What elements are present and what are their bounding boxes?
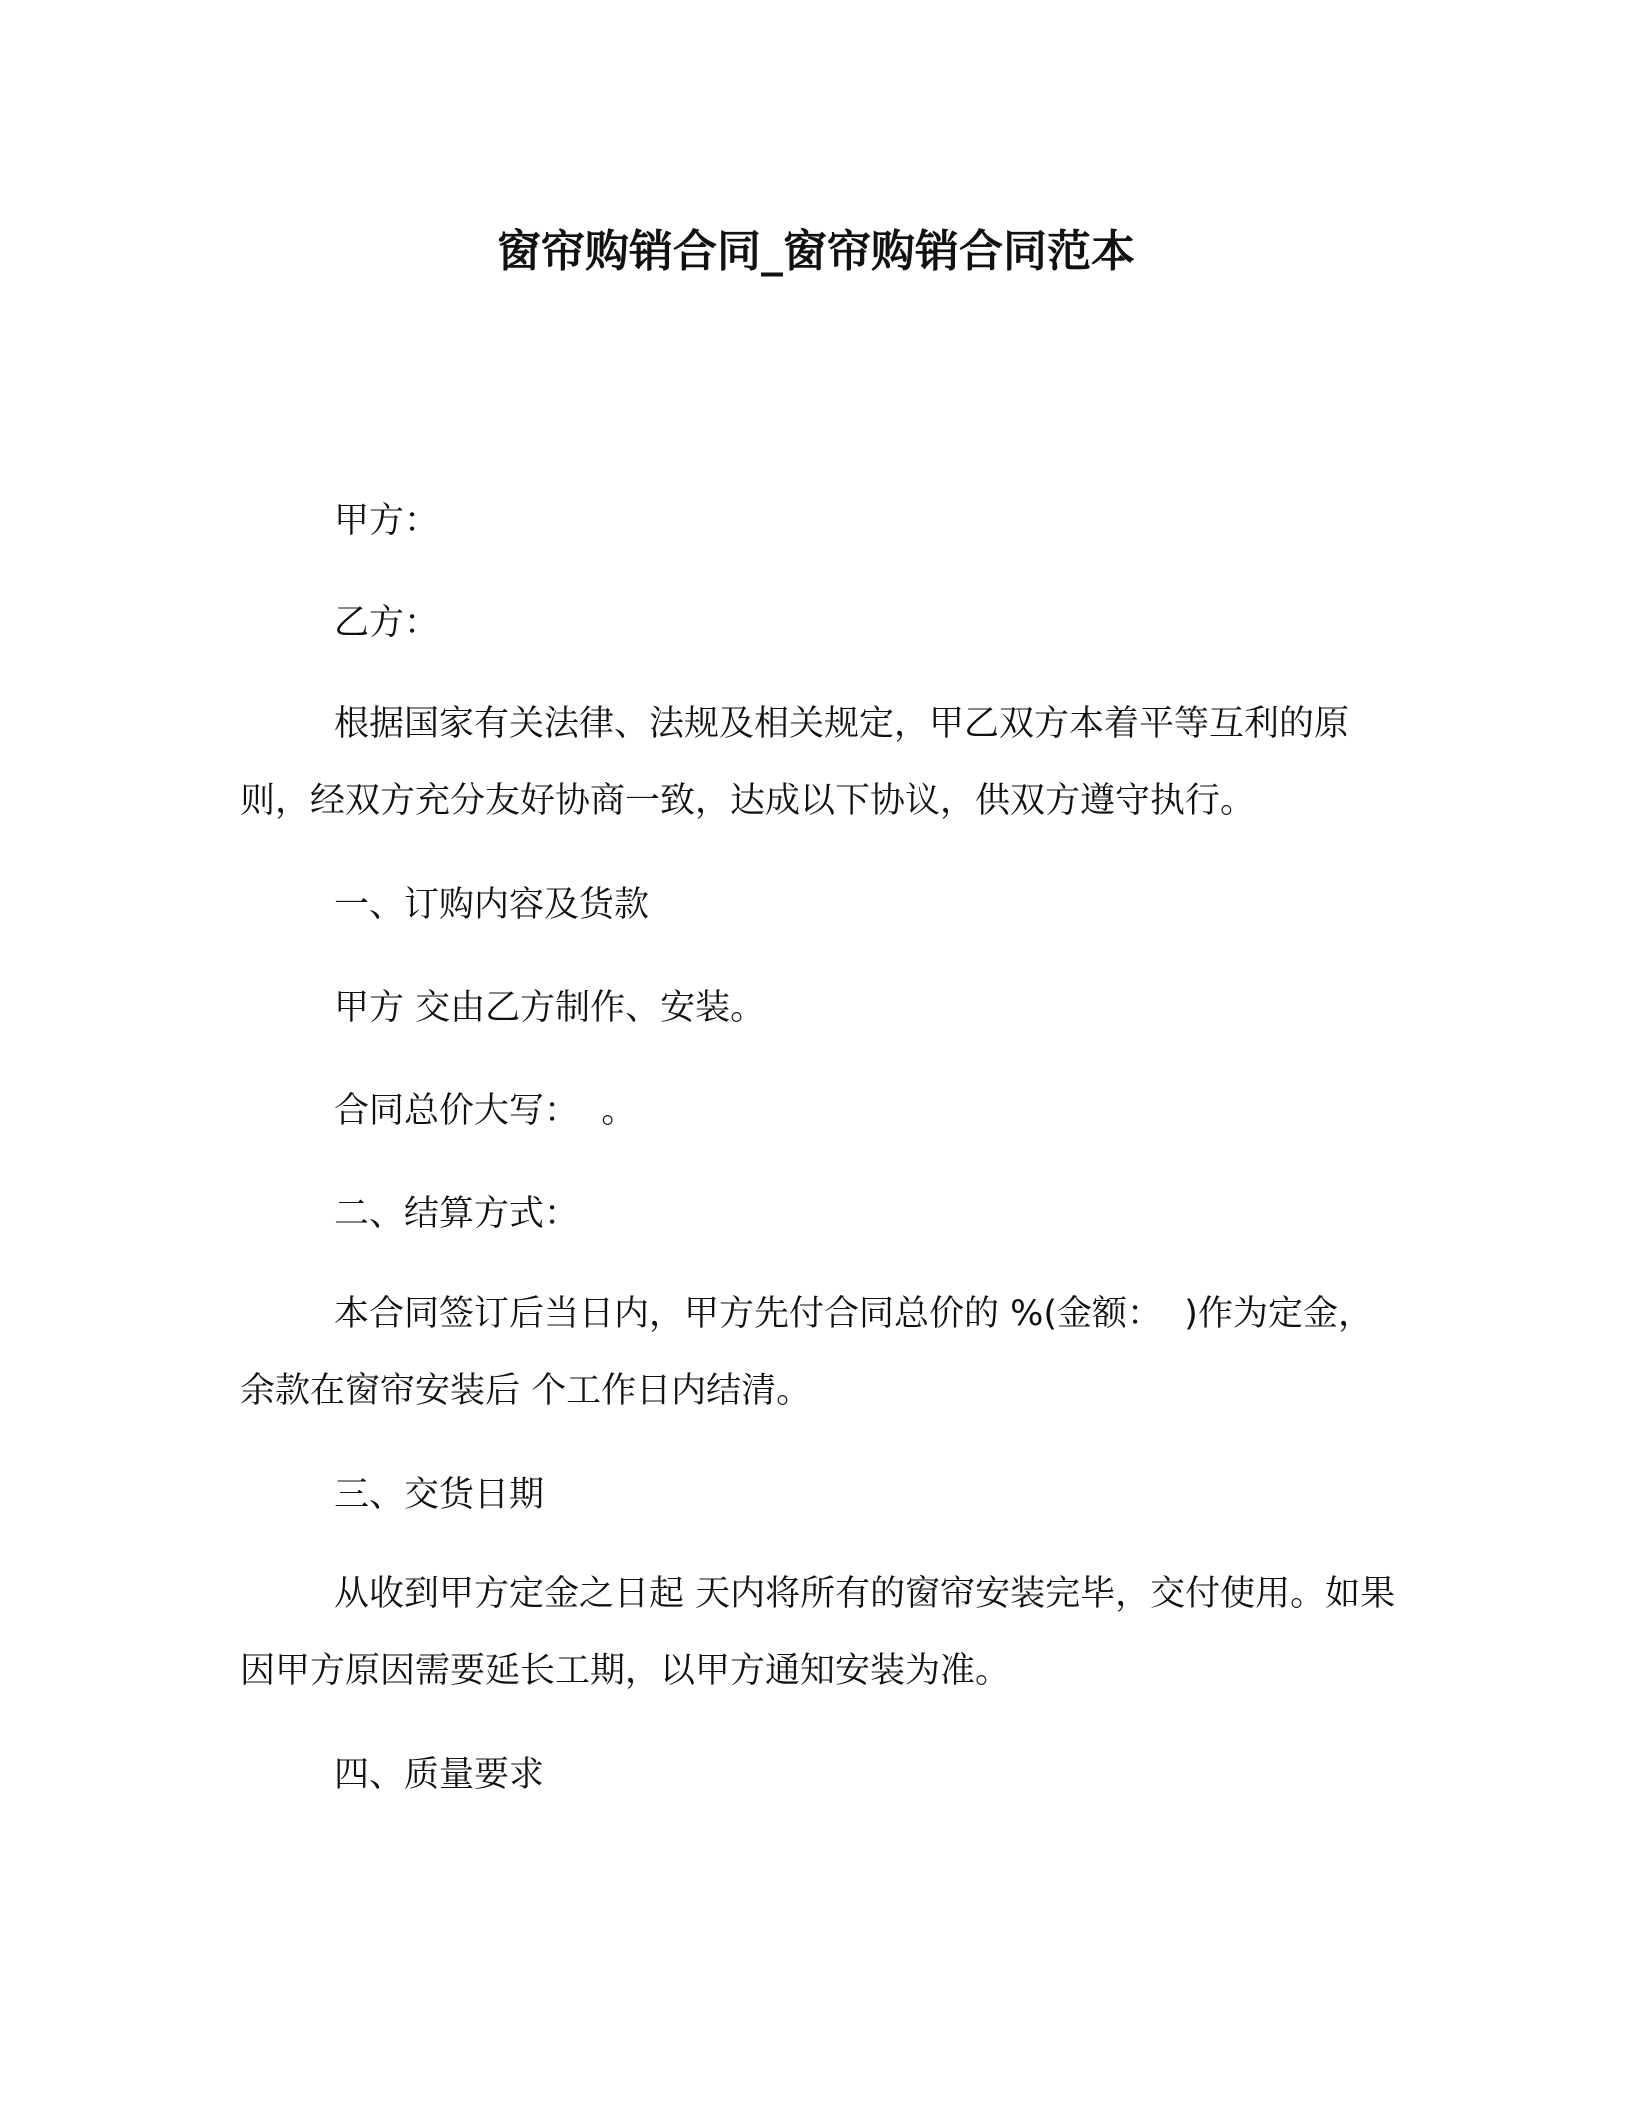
- section3-text: 从收到甲方定金之日起 天内将所有的窗帘安装完毕，交付使用。如果因甲方原因需要延长工期，以甲方通知安装为准。: [240, 1574, 1396, 1691]
- section2-heading: 二、结算方式：: [334, 1194, 580, 1234]
- section2-text: 本合同签订后当日内，甲方先付合同总价的 %(金额： )作为定金，余款在窗帘安装后 个工作日内结清。: [240, 1294, 1373, 1411]
- section3-heading: 三、交货日期: [334, 1475, 545, 1515]
- document-title: 窗帘购销合同_窗帘购销合同范本: [497, 226, 1135, 277]
- section4-heading: 四、质量要求: [334, 1755, 545, 1795]
- party-a-label: 甲方：: [334, 501, 440, 541]
- section1-heading: 一、订购内容及货款: [334, 885, 650, 925]
- section2-paragraph: [240, 1276, 1400, 1430]
- party-b-label: 乙方：: [334, 603, 440, 643]
- intro-paragraph: [240, 686, 1400, 840]
- section1-line2: 合同总价大写： 。: [334, 1091, 637, 1131]
- section3-paragraph: [240, 1556, 1400, 1710]
- section1-line1: 甲方 交由乙方制作、安装。: [334, 988, 766, 1028]
- intro-text: 根据国家有关法律、法规及相关规定，甲乙双方本着平等互利的原则，经双方充分友好协商一致，达成以下协议，供双方遵守执行。: [240, 704, 1350, 821]
